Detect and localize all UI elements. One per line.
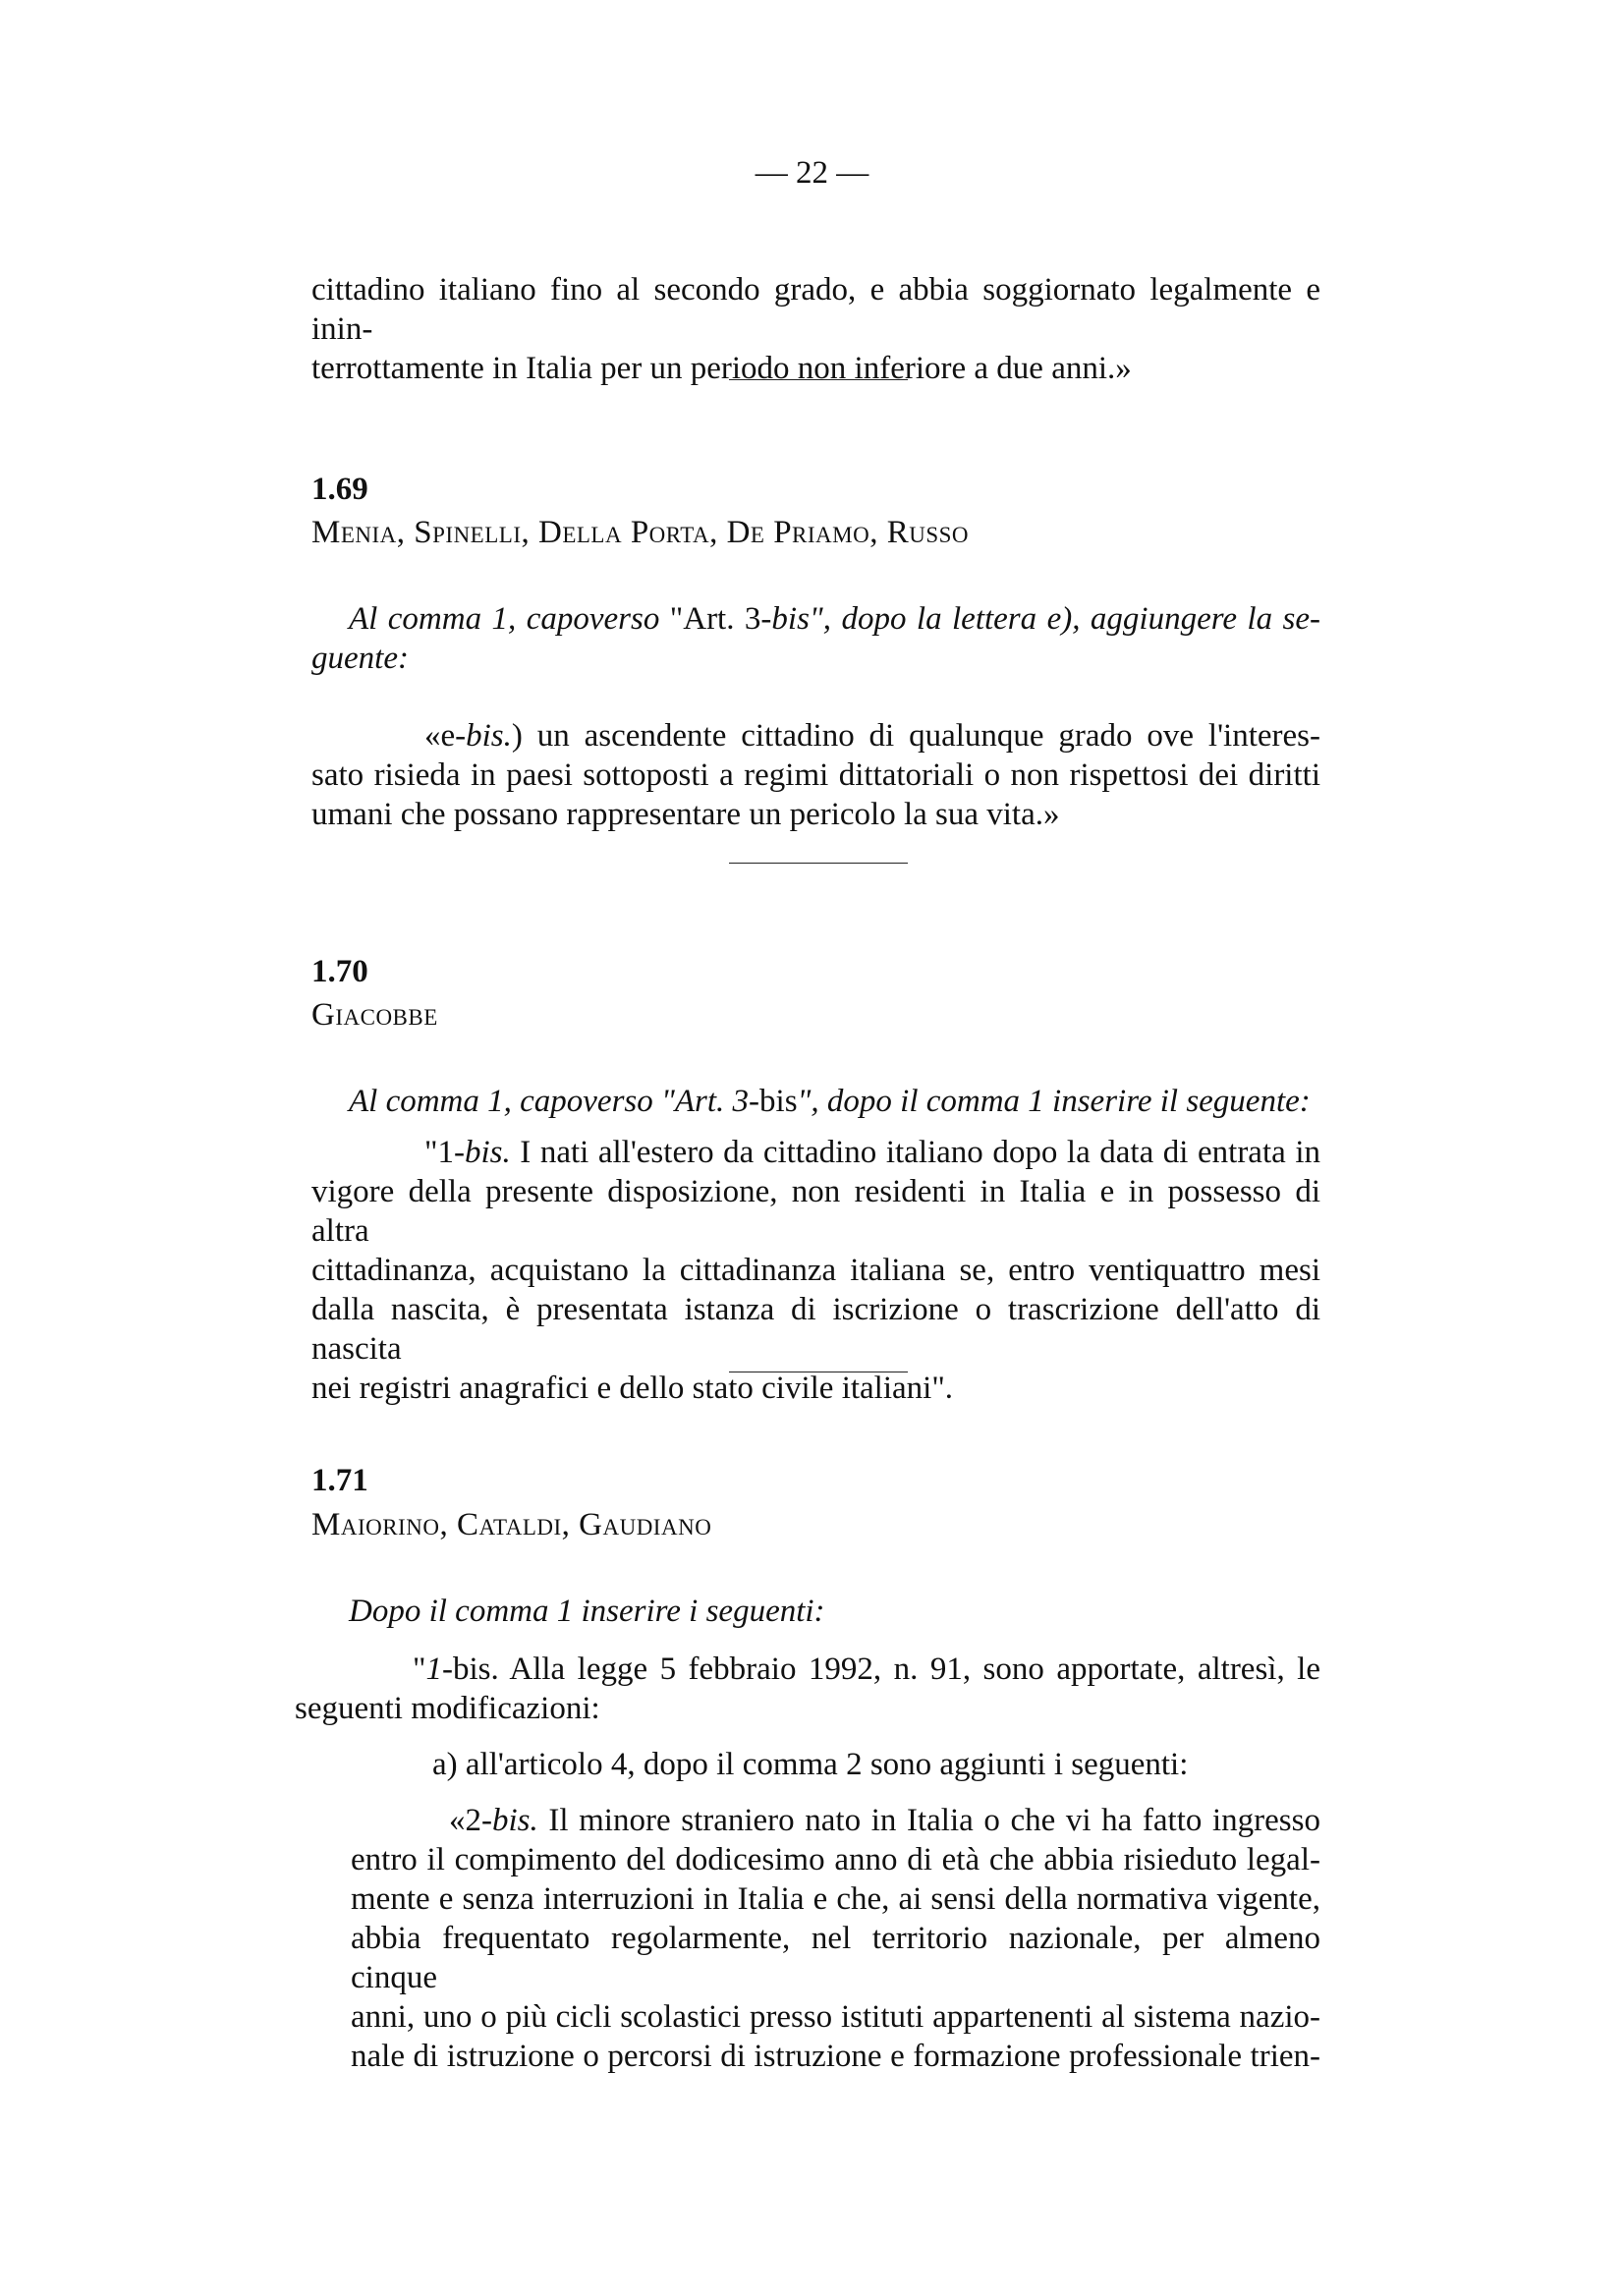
amendment-authors: Menia, Spinelli, Della Porta, De Priamo, Russo xyxy=(311,515,970,550)
intro-paragraph xyxy=(311,270,1320,388)
intro-line-1: cittadino italiano fino al secondo grado, e abbia soggiornato legalmente e inin- xyxy=(311,272,1320,347)
separator-rule xyxy=(729,863,908,864)
amendment-number: 1.69 xyxy=(311,472,368,507)
amendment-instruction: Dopo il comma 1 inserire i seguenti: xyxy=(349,1594,825,1629)
amendment-text: "1-bis. I nati all'estero da cittadino italiano dopo la data di entrata in vigore della presente disposizione, non residenti in Italia e in possesso di altra cittadinanza, acquistano la cittadinanza italiana se, entro ventiquattro mesi dalla nascita, è presentata istanza di iscrizione o trascrizione dell'atto di nascita nei registri anagrafici e dello stato civile italiani". xyxy=(311,1135,1320,1406)
separator-rule xyxy=(729,379,908,380)
amendment-instruction: Al comma 1, capoverso "Art. 3-bis", dopo il comma 1 inserire il seguente: xyxy=(349,1084,1311,1119)
amendment-number: 1.70 xyxy=(311,954,368,989)
intro-line-2: terrottamente in Italia per un periodo non inferiore a due anni.» xyxy=(311,351,1132,386)
amendment-text: "1-bis. Alla legge 5 febbraio 1992, n. 91, sono apportate, altresì, le seguenti modificazioni: xyxy=(295,1652,1320,1726)
amendment-text: «e-bis.) un ascendente cittadino di qualunque grado ove l'interes- sato risieda in paesi sottoposti a regimi dittatoriali o non rispettosi dei diritti umani che possano rappresentare un pericolo la sua vita.» xyxy=(311,718,1320,832)
amendment-authors: Maiorino, Cataldi, Gaudiano xyxy=(311,1507,712,1542)
page-number: — 22 — xyxy=(755,155,869,191)
amendment-authors: Giacobbe xyxy=(311,997,438,1033)
amendment-number: 1.71 xyxy=(311,1463,368,1498)
amendment-instruction: Al comma 1, capoverso "Art. 3-bis", dopo la lettera e), aggiungere la se- guente: xyxy=(311,601,1321,676)
amendment-quoted-text: «2-bis. Il minore straniero nato in Italia o che vi ha fatto ingresso entro il compimento del dodicesimo anno di età che abbia risieduto legal- mente e senza interruzioni in Italia e che, ai sensi della normativa vigente, abbia frequentato regolarmente, nel territorio nazionale, per almeno cinque anni, uno o più cicli scolastici presso istituti appartenenti al sistema nazio- nale di istruzione o percorsi di istruzione e formazione professionale trien- xyxy=(351,1803,1320,2074)
amendment-subitem: a) all'articolo 4, dopo il comma 2 sono aggiunti i seguenti: xyxy=(432,1747,1189,1782)
